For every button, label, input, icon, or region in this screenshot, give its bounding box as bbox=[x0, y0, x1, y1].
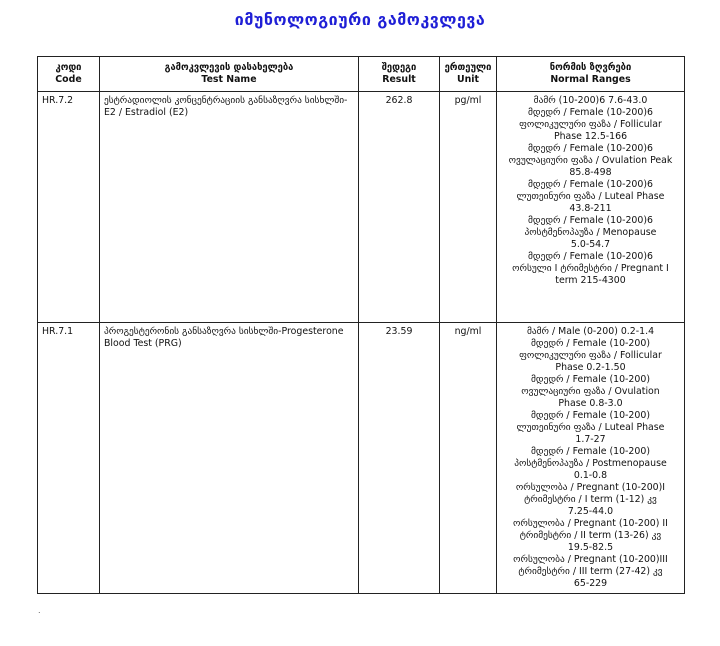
range-line: მდედრ / Female (10-200) bbox=[531, 374, 650, 385]
test-code: HR.7.1 bbox=[38, 323, 100, 594]
header-test-name-en: Test Name bbox=[201, 74, 257, 85]
range-line: ტრიმესტრი / II term (13-26) კვ bbox=[519, 530, 662, 541]
range-line: ორსული I ტრიმესტრი / Pregnant I bbox=[512, 263, 669, 274]
range-line: Phase 12.5-166 bbox=[553, 131, 628, 142]
page-title: იმუნოლოგიური გამოკვლევა bbox=[234, 10, 486, 29]
footer-mark: . bbox=[38, 606, 41, 615]
header-result bbox=[359, 57, 440, 92]
range-line: 0.1-0.8 bbox=[573, 470, 608, 481]
range-line: ორსულობა / Pregnant (10-200)III bbox=[513, 554, 668, 565]
range-line: მდედრ / Female (10-200)6 bbox=[528, 251, 653, 262]
range-line: ლუთეინური ფაზა / Luteal Phase bbox=[516, 191, 665, 202]
range-line: ორსულობა / Pregnant (10-200) II bbox=[513, 518, 668, 529]
range-line: ოვულაციური ფაზა / Ovulation bbox=[521, 386, 660, 397]
range-line: ტრიმესტრი / III term (27-42) კვ bbox=[518, 566, 663, 577]
range-line: 43.8-211 bbox=[569, 203, 612, 214]
header-code-ka: კოდი bbox=[55, 62, 82, 73]
range-line: ოვულაციური ფაზა / Ovulation Peak bbox=[508, 155, 673, 166]
header-normal-ranges bbox=[497, 57, 685, 92]
range-line: ფოლიკულური ფაზა / Follicular bbox=[519, 350, 662, 361]
range-line: მდედრ / Female (10-200) bbox=[531, 338, 650, 349]
header-unit-ka: ერთეული bbox=[444, 62, 492, 73]
test-name: ესტრადიოლის კონცენტრაციის განსაზღვრა სისხლში-E2 / Estradiol (E2) bbox=[100, 92, 359, 323]
range-line: term 215-4300 bbox=[555, 275, 626, 286]
test-name: პროგესტერონის განსაზღვრა სისხლში-Progesterone Blood Test (PRG) bbox=[100, 323, 359, 594]
range-line: მდედრ / Female (10-200)6 bbox=[528, 107, 653, 118]
range-line: მდედრ / Female (10-200)6 bbox=[528, 143, 653, 154]
range-line: პოსტმენოპაუზა / Menopause bbox=[524, 227, 657, 238]
range-line: 65-229 bbox=[573, 578, 608, 589]
range-line: მდედრ / Female (10-200)6 bbox=[528, 215, 653, 226]
range-line: მდედრ / Female (10-200) bbox=[531, 410, 650, 421]
header-result-ka: შედეგი bbox=[381, 62, 417, 73]
header-result-en: Result bbox=[382, 74, 416, 85]
table-row bbox=[38, 92, 685, 323]
range-line: Phase 0.8-3.0 bbox=[558, 398, 623, 409]
header-normal-ranges-en: Normal Ranges bbox=[550, 74, 631, 85]
normal-ranges bbox=[497, 92, 685, 323]
range-line: ტრიმესტრი / I term (1-12) კვ bbox=[524, 494, 657, 505]
range-line: Phase 0.2-1.50 bbox=[555, 362, 626, 373]
range-line: 5.0-54.7 bbox=[570, 239, 611, 250]
range-line: მდედრ / Female (10-200) bbox=[531, 446, 650, 457]
test-result: 262.8 bbox=[359, 92, 440, 323]
table-row bbox=[38, 323, 685, 594]
range-line: მამრ (10-200)6 7.6-43.0 bbox=[533, 95, 648, 106]
range-line: პოსტმენოპაუზა / Postmenopause bbox=[514, 458, 667, 469]
table-header-row bbox=[38, 57, 685, 92]
range-line: 1.7-27 bbox=[575, 434, 606, 445]
header-test-name-ka: გამოკვლევის დასახელება bbox=[164, 62, 294, 73]
test-unit: ng/ml bbox=[440, 323, 497, 594]
normal-ranges bbox=[497, 323, 685, 594]
test-unit: pg/ml bbox=[440, 92, 497, 323]
test-result: 23.59 bbox=[359, 323, 440, 594]
test-code: HR.7.2 bbox=[38, 92, 100, 323]
range-line: 19.5-82.5 bbox=[567, 542, 614, 553]
range-line: მამრ / Male (0-200) 0.2-1.4 bbox=[526, 326, 655, 337]
header-normal-ranges-ka: ნორმის ზღვრები bbox=[549, 62, 632, 73]
range-line: 85.8-498 bbox=[569, 167, 612, 178]
range-line: ლუთეინური ფაზა / Luteal Phase bbox=[516, 422, 665, 433]
range-line: მდედრ / Female (10-200)6 bbox=[528, 179, 653, 190]
header-code-en: Code bbox=[55, 74, 82, 85]
header-test-name bbox=[100, 57, 359, 92]
results-table bbox=[37, 56, 685, 594]
range-line: ორსულობა / Pregnant (10-200)I bbox=[515, 482, 666, 493]
header-unit bbox=[440, 57, 497, 92]
header-unit-en: Unit bbox=[457, 74, 479, 85]
range-line: ფოლიკულური ფაზა / Follicular bbox=[519, 119, 662, 130]
range-line: 7.25-44.0 bbox=[567, 506, 614, 517]
header-code bbox=[38, 57, 100, 92]
